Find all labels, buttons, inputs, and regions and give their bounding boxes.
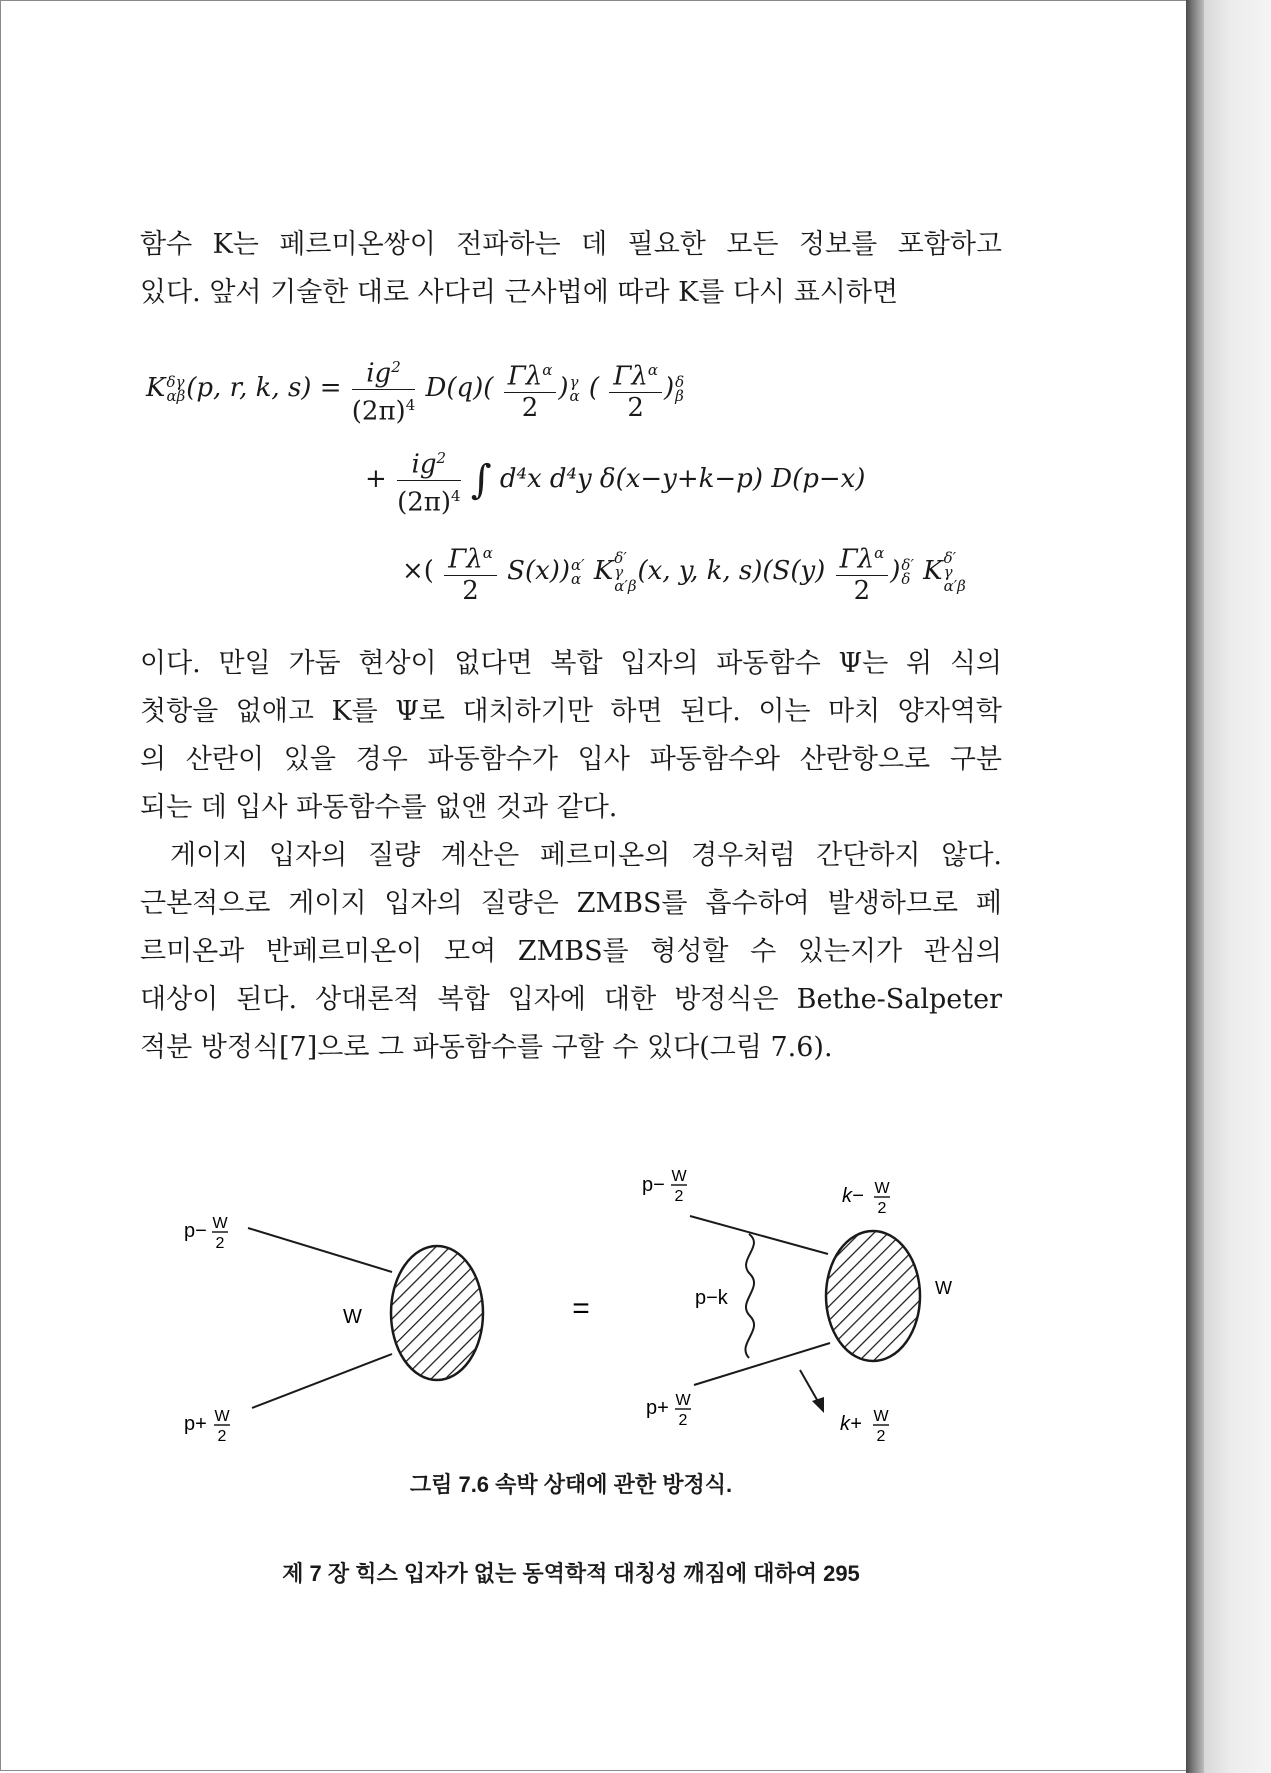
svg-text:2: 2 xyxy=(215,1235,225,1252)
paragraph-3-line-2: 근본적으로 게이지 입자의 질량은 ZMBS를 흡수하여 발생하므로 페 xyxy=(140,888,1002,919)
svg-text:2: 2 xyxy=(877,1200,887,1217)
page-footer: 제 7 장 힉스 입자가 없는 동역학적 대칭성 깨짐에 대하여 295 xyxy=(282,1561,860,1586)
right-top-left-momentum-label xyxy=(642,1168,687,1205)
left-blob-label: W xyxy=(343,1306,362,1328)
bethe-salpeter-diagram xyxy=(140,1160,1002,1460)
book-spine-shadow xyxy=(1186,0,1204,1773)
right-top-right-momentum-label xyxy=(842,1180,890,1217)
left-incoming-bottom-line xyxy=(252,1354,392,1408)
right-bottom-right-momentum-label xyxy=(840,1408,889,1445)
right-bottom-left-momentum-label xyxy=(646,1392,691,1429)
exchange-momentum-label: p−k xyxy=(695,1287,728,1309)
exchange-boson-wavy-line xyxy=(745,1234,754,1358)
paragraph-3-line-3: 르미온과 반페르미온이 모여 ZMBS를 형성할 수 있는지가 관심의 xyxy=(140,936,1002,967)
paragraph-2-line-1: 이다. 만일 가둠 현상이 없다면 복합 입자의 파동함수 Ψ는 위 식의 xyxy=(140,648,1002,679)
svg-text:2: 2 xyxy=(217,1428,227,1445)
equation-line-3: ×( $\frac{\Gamma\lambda^\alpha}{2}$ S(x)) α′ α K δ′ γ α′β (x, y, k, s)(S(y) $\frac{\Gamma\lambda^\alpha}{2}$ ) δ′ δ K δ′ γ α′β xyxy=(402,538,967,606)
svg-text:2: 2 xyxy=(674,1188,684,1205)
outgoing-arrowhead xyxy=(812,1397,824,1413)
left-top-momentum-label xyxy=(184,1215,228,1252)
left-bound-state-blob xyxy=(391,1246,483,1380)
svg-text:W: W xyxy=(873,1408,889,1425)
paragraph-2-line-4: 되는 데 입사 파동함수를 없앤 것과 같다. xyxy=(140,792,618,823)
svg-text:W: W xyxy=(671,1168,687,1185)
equation-line-2: + $\frac{ig^2}{(2\pi)^4}$ ∫ d⁴x d⁴y δ(x−y+k−p) D(p−x) xyxy=(365,443,865,517)
svg-text:2: 2 xyxy=(678,1412,688,1429)
svg-text:W: W xyxy=(874,1180,890,1197)
right-bottom-fermion-line xyxy=(694,1343,830,1385)
paragraph-3-line-4: 대상이 된다. 상대론적 복합 입자에 대한 방정식은 Bethe-Salpeter xyxy=(140,984,1002,1015)
svg-text:k−: k− xyxy=(842,1185,864,1207)
svg-text:p+: p+ xyxy=(646,1397,669,1419)
svg-text:k+: k+ xyxy=(840,1413,862,1435)
svg-text:p−: p− xyxy=(184,1220,207,1242)
paragraph-2-line-3: 의 산란이 있을 경우 파동함수가 입사 파동함수와 산란항으로 구분 xyxy=(140,744,1002,775)
svg-text:2: 2 xyxy=(876,1428,886,1445)
svg-text:p+: p+ xyxy=(184,1413,207,1435)
right-blob-label: W xyxy=(935,1278,952,1298)
page-margin xyxy=(1204,0,1271,1773)
paragraph-2-line-2: 첫항을 없애고 K를 Ψ로 대치하기만 하면 된다. 이는 마치 양자역학 xyxy=(140,696,1002,727)
svg-text:p−: p− xyxy=(642,1174,665,1196)
svg-text:W: W xyxy=(675,1392,691,1409)
right-top-fermion-line xyxy=(690,1216,828,1254)
paragraph-1-line-1: 함수 K는 페르미온쌍이 전파하는 데 필요한 모든 정보를 포함하고 xyxy=(140,229,1002,260)
left-incoming-top-line xyxy=(248,1228,392,1272)
figure-caption: 그림 7.6 속박 상태에 관한 방정식. xyxy=(409,1472,733,1497)
equation-line-1: K δγ αβ (p, r, k, s) = $\frac{ig^2}{(2\pi)^4}$ D(q)( $\frac{\Gamma\lambda^\alpha}{2}$ ) γ α ( $\frac{\Gamma\lambda^\alpha}{2}$ ) δ β xyxy=(146,352,685,426)
svg-text:W: W xyxy=(214,1408,230,1425)
svg-text:W: W xyxy=(212,1215,228,1232)
paragraph-3-line-1: 게이지 입자의 질량 계산은 페르미온의 경우처럼 간단하지 않다. xyxy=(170,840,1002,871)
equals-sign: = xyxy=(572,1292,590,1325)
paragraph-3-line-5: 적분 방정식[7]으로 그 파동함수를 구할 수 있다(그림 7.6). xyxy=(140,1032,833,1063)
left-bottom-momentum-label xyxy=(184,1408,230,1445)
right-bound-state-blob xyxy=(826,1231,920,1361)
paragraph-1-line-2: 있다. 앞서 기술한 대로 사다리 근사법에 따라 K를 다시 표시하면 xyxy=(140,277,899,308)
